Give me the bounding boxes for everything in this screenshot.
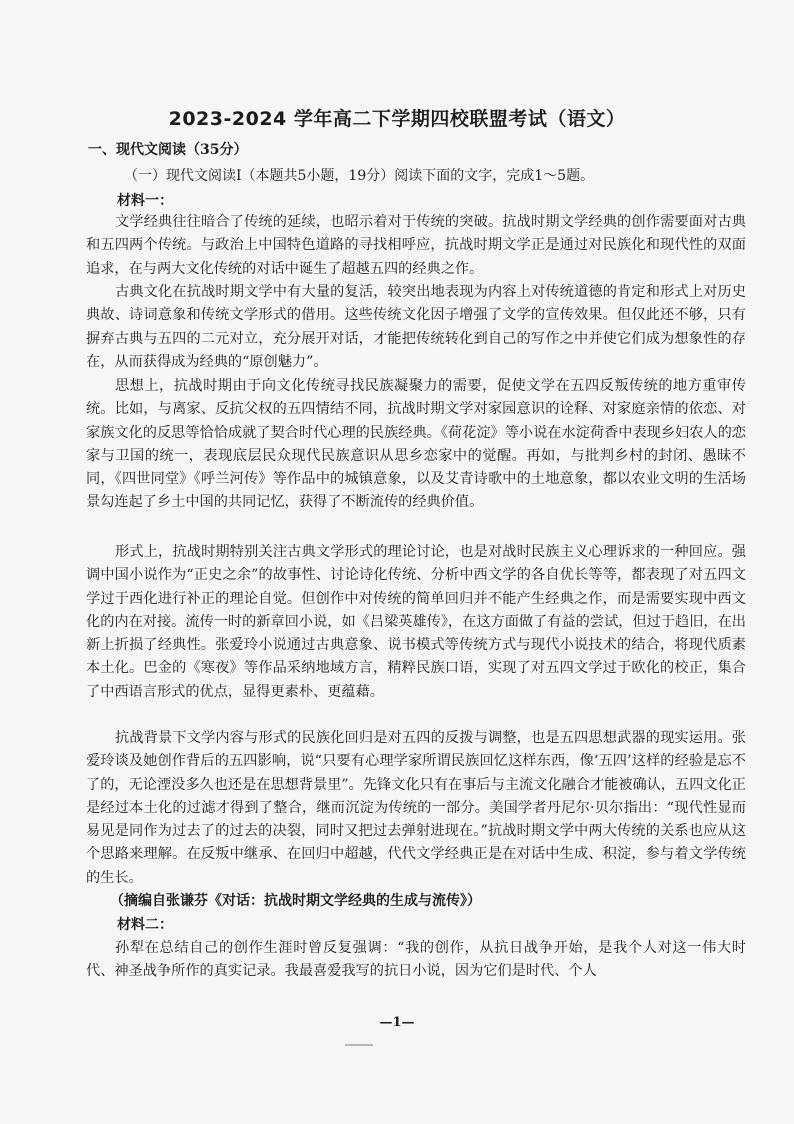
page-title: 2023-2024 学年高二下学期四校联盟考试（语文） <box>168 108 626 130</box>
scan-mark <box>345 1044 373 1046</box>
paragraph: 抗战背景下文学内容与形式的民族化回归是对五四的反拨与调整，也是五四思想武器的现实运用。张爱玲谈及她创作背后的五四影响，说“只要有心理学家所谓民族回忆这样东西，像‘五四’这样的经验是忘不了的，无论湮没多久也还是在思想背景里”。先锋文化只有在事后与主流文化融合才能被确认，五四文化正是经过本土化的过滤才得到了整合，继而沉淀为传统的一部分。美国学者丹尼尔·贝尔指出：“现代性显而易见是同作为过去了的过去的决裂，同时又把过去弹射进现在。”抗战时期文学中两大传统的关系也应从这个思路来理解。在反叛中继承、在回归中超越，代代文学经典正是在对话中生成、积淀，参与着文学传统的生长。 <box>86 730 746 886</box>
paragraph: 古典文化在抗战时期文学中有大量的复活，较突出地表现为内容上对传统道德的肯定和形式上对历史典故、诗词意象和传统文学形式的借用。这些传统文化因子增强了文学的宣传效果。但仅此还不够，只有摒弃古典与五四的二元对立，充分展开对话，才能把传统转化到自己的写作之中并使它们成为想象性的存在，从而获得成为经典的“原创魅力”。 <box>86 284 746 370</box>
paragraph: 孙犁在总结自己的创作生涯时曾反复强调：“我的创作，从抗日战争开始，是我个人对这一伟大时代、神圣战争所作的真实记录。我最喜爱我写的抗日小说，因为它们是时代、个人 <box>86 940 746 980</box>
section-heading: 一、现代文阅读（35分） <box>88 142 248 158</box>
source-citation: （摘编自张谦芬《对话：抗战时期文学经典的生成与流传》） <box>110 893 481 909</box>
material-label: 材料一： <box>117 193 173 209</box>
material-label: 材料二： <box>117 917 173 933</box>
page-number: —1— <box>379 1015 415 1030</box>
paragraph: 形式上，抗战时期特别关注古典文学形式的理论讨论，也是对战时民族主义心理诉求的一种回应。强调中国小说作为“正史之余”的故事性、讨论诗化传统、分析中西文学的各自优长等等，都表现了对五四文学过于西化进行补正的理论自觉。但创作中对传统的简单回归并不能产生经典之作，而是需要实现中西文化的内在对接。流传一时的新章回小说，如《吕梁英雄传》，在这方面做了有益的尝试，但过于趋旧，在出新上折损了经典性。张爱玲小说通过古典意象、说书模式等传统方式与现代小说技术的结合，将现代质素本土化。巴金的《寒夜》等作品采纳地域方言，精粹民族口语，实现了对五四文学过于欧化的校正，集合了中西语言形式的优点，显得更素朴、更蕴藉。 <box>86 544 746 700</box>
subsection-heading: （一）现代文阅读Ⅰ（本题共5小题，19分）阅读下面的文字，完成1～5题。 <box>124 168 595 184</box>
paragraph: 文学经典往往暗合了传统的延续，也昭示着对于传统的突破。抗战时期文学经典的创作需要面对古典和五四两个传统。与政治上中国特色道路的寻找相呼应，抗战时期文学正是通过对民族化和现代性的双面追求，在与两大文化传统的对话中诞生了超越五四的经典之作。 <box>86 214 746 277</box>
paragraph: 思想上，抗战时期由于向文化传统寻找民族凝聚力的需要，促使文学在五四反叛传统的地方重审传统。比如，与离家、反抗父权的五四情结不同，抗战时期文学对家园意识的诠释、对家庭亲情的依恋、对家族文化的反思等恰恰成就了契合时代心理的民族经典。《荷花淀》等小说在水淀荷香中表现乡妇农人的恋家与卫国的统一，表现底层民众现代民族意识从思乡恋家中的觉醒。再如，与批判乡村的封闭、愚昧不同，《四世同堂》《呼兰河传》等作品中的城镇意象，以及艾青诗歌中的土地意象，都以农业文明的生活场景勾连起了乡土中国的共同记忆，获得了不断流传的经典价值。 <box>86 378 746 511</box>
